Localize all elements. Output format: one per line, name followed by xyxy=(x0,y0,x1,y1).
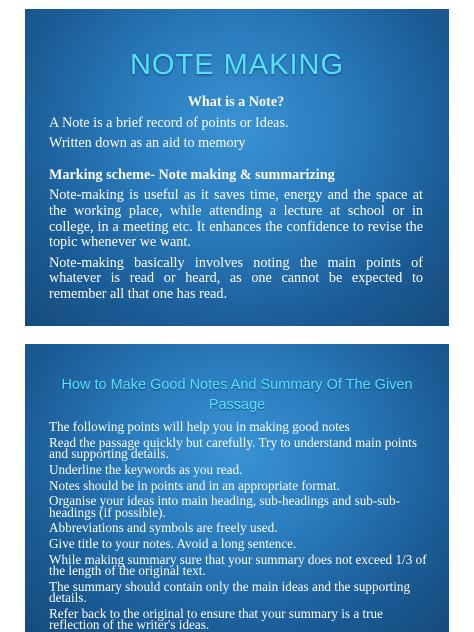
list-item: Organise your ideas into main heading, sub-headings and sub-sub-headings (if possible). xyxy=(49,493,400,520)
definition-line: Written down as an aid to memory xyxy=(49,135,246,152)
section-subheading: Marking scheme- Note making & summarizing xyxy=(49,166,335,183)
slide-body xyxy=(49,421,429,632)
list-item: Underline the keywords as you read. xyxy=(49,461,243,477)
slide-title: NOTE MAKING xyxy=(129,49,344,81)
list-item: While making summary sure that your summary does not exceed 1/3 of the length of the original text. xyxy=(49,551,427,579)
slide-good-notes xyxy=(25,344,449,632)
slide-title: How to Make Good Notes And Summary Of The Given Passage xyxy=(61,377,413,413)
list-item: Abbreviations and symbols are freely used. xyxy=(49,520,278,536)
section-heading: What is a Note? xyxy=(187,94,285,110)
list-item: The following points will help you in making good notes xyxy=(49,419,350,434)
list-item: Read the passage quickly but carefully. Try to understand main points and supporting details. xyxy=(49,434,417,461)
list-item: Notes should be in points and in an appropriate format. xyxy=(49,477,340,493)
body-paragraph: Note-making is useful as it saves time, energy and the space at the working place, while attending a lecture at school or in college, in a meeting etc. It enhances the confidence to revise the topic whenever we want. xyxy=(49,187,423,251)
list-item: Give title to your notes. Avoid a long sentence. xyxy=(49,536,297,552)
slide-body xyxy=(49,95,423,303)
definition-line: A Note is a brief record of points or Ideas. xyxy=(49,114,289,131)
list-item: The summary should contain only the main ideas and the supporting details. xyxy=(49,578,411,606)
body-paragraph: Note-making basically involves noting the main points of whatever is read or heard, as one cannot be expected to remember all that one has read. xyxy=(49,254,423,302)
list-item: Refer back to the original to ensure that your summary is a true reflection of the writer's ideas. xyxy=(49,605,383,632)
slide-note-making xyxy=(25,9,449,326)
